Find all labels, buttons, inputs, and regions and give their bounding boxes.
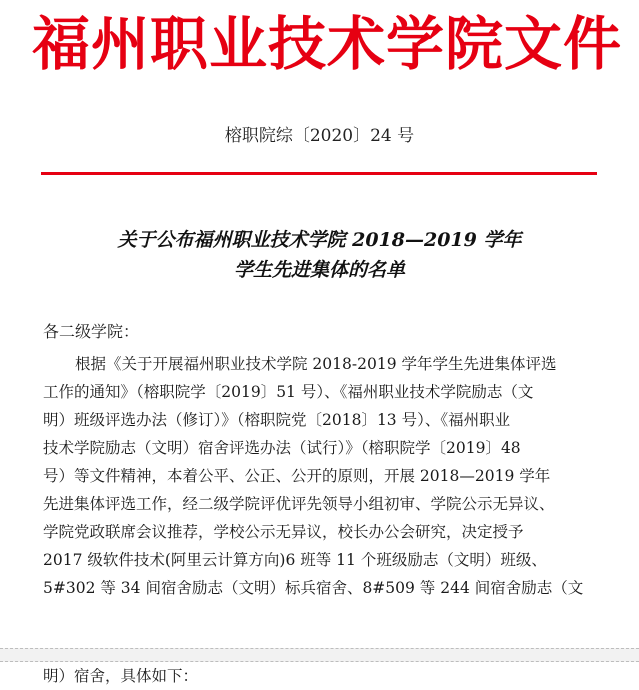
red-divider-line xyxy=(41,172,597,175)
body-line: 5#302 等 34 间宿舍励志（文明）标兵宿舍、8#509 等 244 间宿舍励志（文 xyxy=(43,579,584,597)
body-line: 工作的通知》（榕职院学〔2019〕51 号）、《福州职业技术学院励志（文 xyxy=(43,383,534,401)
body-line: 号）等文件精神，本着公平、公正、公开的原则，开展 2018—2019 学年 xyxy=(43,467,551,485)
body-line: 根据《关于开展福州职业技术学院 2018-2019 学年学生先进集体评选 xyxy=(75,355,557,373)
body-line: 明）班级评选办法（修订）》（榕职院党〔2018〕13 号）、《福州职业 xyxy=(43,411,511,429)
body-line: 2017 级软件技术(阿里云计算方向)6 班等 11 个班级励志（文明）班级、 xyxy=(43,551,547,569)
document-number: 榕职院综〔2020〕24 号 xyxy=(224,126,415,146)
page-break-separator xyxy=(0,648,639,662)
document-title-line-1: 关于公布福州职业技术学院 2018—2019 学年 xyxy=(117,229,522,251)
body-line: 先进集体评选工作，经二级学院评优评先领导小组初审、学院公示无异议、 xyxy=(43,495,555,513)
body-line: 技术学院励志（文明）宿舍评选办法（试行）》（榕职院学〔2019〕48 xyxy=(43,439,521,457)
document-title-line-2: 学生先进集体的名单 xyxy=(233,259,405,281)
body-line: 学院党政联席会议推荐，学校公示无异议，校长办公会研究，决定授予 xyxy=(43,523,524,541)
salutation: 各二级学院： xyxy=(43,322,140,341)
body-paragraph xyxy=(43,350,599,602)
body-continuation-line: 明）宿舍，具体如下： xyxy=(43,667,199,685)
document-masthead: 福州职业技术学院文件 xyxy=(32,10,623,78)
